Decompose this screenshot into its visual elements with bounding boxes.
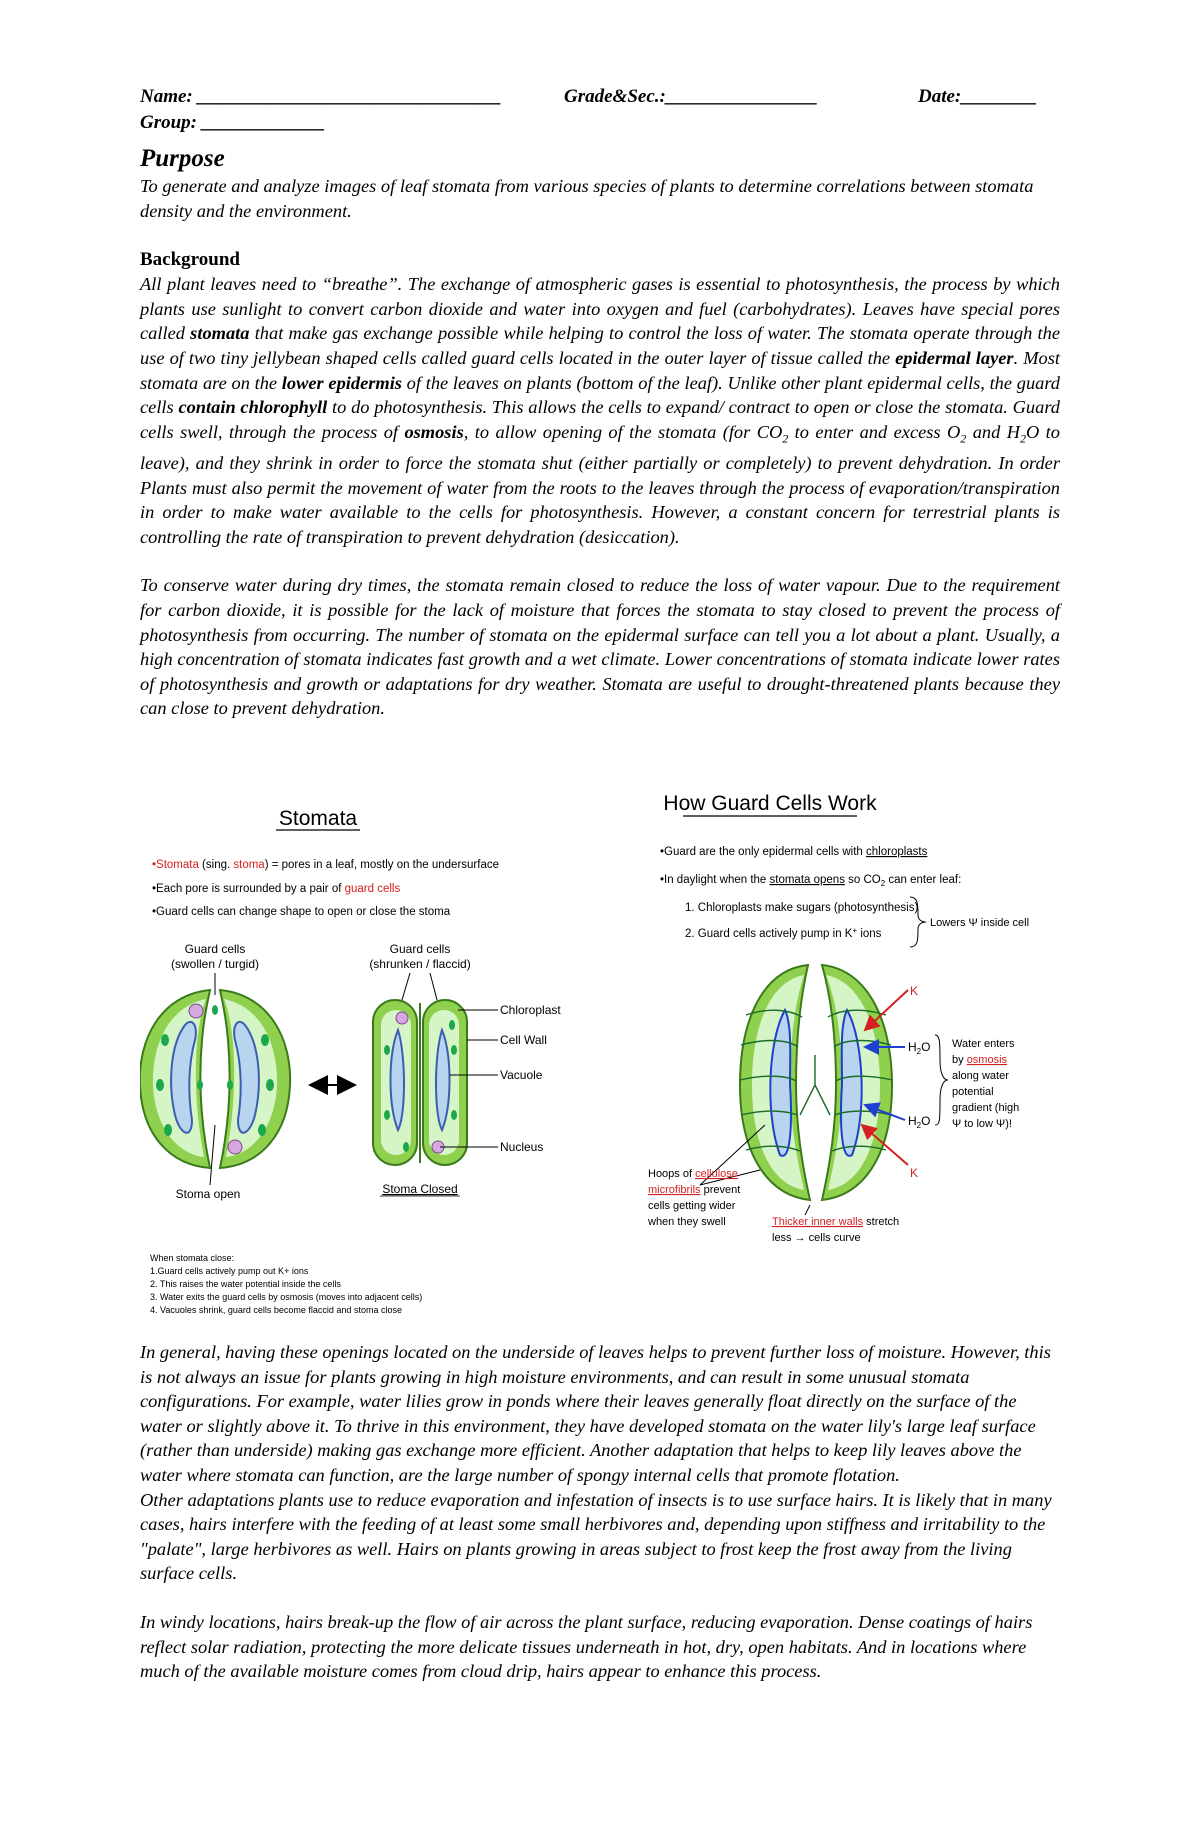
left-figure-title: Stomata [278, 807, 358, 830]
group-field[interactable]: Group: _____________ [140, 112, 326, 133]
stoma-open-drawing [140, 990, 290, 1168]
step-1: 1. Chloroplasts make sugars (photosynthesis) [685, 902, 919, 914]
water-label-3: along water [952, 1070, 1009, 1082]
vacuole-label: Vacuole [500, 1068, 543, 1082]
step-2: 2. Guard cells actively pump in K+ ions [685, 926, 882, 940]
name-field[interactable]: Name: ________________________________ [140, 86, 502, 107]
notes-line-1: 1.Guard cells actively pump out K+ ions [150, 1266, 309, 1276]
stoma-closed-drawing [373, 1000, 467, 1165]
hoops-label-3: cells getting wider [648, 1200, 736, 1212]
h2o-top-label: $H_2O$ [908, 1040, 931, 1056]
closing-paragraph-3: In windy locations, hairs break-up the flow of air across the plant surface, reducing evaporation. Dense coatings of hairs reflect solar radiation, protecting the more delicate tissues underneath in hot, dry, open habitats. And in locations where much of the available moisture comes from cloud drip, hairs appear to enhance this process. [140, 1611, 1033, 1682]
guard-cells-working-drawing [740, 965, 892, 1200]
thicker-walls-label-2: less → cells curve [772, 1232, 861, 1244]
stomata-diagram [140, 785, 1060, 1340]
water-label-5: gradient (high [952, 1102, 1020, 1114]
k-ion-top-label: K [910, 984, 919, 998]
guard-cells-closed-label: Guard cells [389, 942, 451, 956]
closing-paragraph-2: Other adaptations plants use to reduce evaporation and infestation of insects is to use surface hairs. It is likely that in many cases, hairs interfere with the feeding of at least some small herbivores and, depending upon stiffness and irritability to the "palate", large herbivores as well. Hairs on plants growing in areas subject to frost keep the frost away from the living surface cells. [140, 1489, 1052, 1584]
left-bullet-3: •Guard cells can change shape to open or close the stoma [152, 906, 451, 918]
guard-cells-open-label: Guard cells [184, 942, 246, 956]
closing-section [140, 1340, 1060, 1684]
stoma-open-label: Stoma open [175, 1187, 241, 1201]
water-label-1: Water enters [952, 1038, 1015, 1050]
purpose-text: To generate and analyze images of leaf stomata from various species of plants to determine correlations between stomata density and the environment. [140, 176, 1034, 221]
document-page [140, 86, 1060, 721]
chloroplast-label: Chloroplast [500, 1003, 561, 1017]
header-row [140, 86, 1060, 112]
hoops-label-1: Hoops of cellulose [648, 1168, 738, 1180]
water-label-2: by osmosis [952, 1054, 1008, 1066]
left-bullet-2: •Each pore is surrounded by a pair of guard cells [152, 883, 401, 895]
purpose-heading: Purpose [140, 145, 225, 172]
notes-line-2: 2. This raises the water potential inside the cells [150, 1279, 341, 1289]
notes-title: When stomata close: [150, 1253, 235, 1263]
k-ion-bottom-label: K [910, 1166, 919, 1180]
notes-line-3: 3. Water exits the guard cells by osmosis (moves into adjacent cells) [150, 1292, 423, 1302]
header-row-2 [140, 112, 1060, 138]
background-heading: Background [140, 249, 240, 271]
background-paragraph-1: All plant leaves need to “breathe”. The exchange of atmospheric gases is essential to photosynthesis, the process by which plants use sunlight to convert carbon dioxide and water into oxygen and fuel (carbohydrates). Leaves have special pores called stomata that make gas exchange possible while helping to control the loss of water. The stomata operate through the use of two tiny jellybean shaped cells called guard cells located in the outer layer of tissue called the epidermal layer. Most stomata are on the lower epidermis of the leaves on plants (bottom of the leaf). Unlike other plant epidermal cells, the guard cells contain chlorophyll to do photosynthesis. This allows the cells to expand/ contract to open or close the stomata. Guard cells swell, through the process of osmosis, to allow opening of the stomata (for $CO_2$ to enter and excess $O_2$ and $H_2O$ to leave), and they shrink in order to force the stomata shut (either partially or completely) to prevent dehydration. In order Plants must also permit the movement of water from the roots to the leaves through the process of evaporation/transpiration in order to make water available to the cells for photosynthesis. However, a constant concern for terrestrial plants is controlling the rate of transpiration to prevent dehydration (desiccation). [140, 274, 1061, 547]
right-figure-title: How Guard Cells Work [663, 792, 877, 815]
guard-cells-open-sublabel: (swollen / turgid) [170, 957, 260, 971]
guard-cells-closed-sublabel: (shrunken / flaccid) [369, 957, 471, 971]
date-field[interactable]: Date:________ [918, 86, 1038, 107]
cell-wall-label: Cell Wall [500, 1033, 547, 1047]
water-label-6: Ψ to low Ψ)! [952, 1118, 1012, 1130]
hoops-label-4: when they swell [648, 1216, 726, 1228]
stoma-closed-label: Stoma Closed [382, 1182, 458, 1196]
notes-line-4: 4. Vacuoles shrink, guard cells become flaccid and stoma close [150, 1305, 402, 1315]
lowers-psi-label: Lowers Ψ inside cell [930, 917, 1030, 929]
right-bullet-1: •Guard are the only epidermal cells with chloroplasts [660, 846, 928, 858]
grade-section-field[interactable]: Grade&Sec.:________________ [564, 86, 818, 107]
h2o-bottom-label: $H_2O$ [908, 1114, 931, 1130]
thicker-walls-label-1: Thicker inner walls stretch [772, 1216, 900, 1228]
background-paragraph-2: To conserve water during dry times, the stomata remain closed to reduce the loss of water vapour. Due to the requirement for carbon dioxide, it is possible for the lack of moisture that forces the stomata to stay closed to prevent the process of photosynthesis from occurring. The number of stomata on the epidermal surface can tell you a lot about a plant. Usually, a high concentration of stomata indicates fast growth and a wet climate. Lower concentrations of stomata indicate lower rates of photosynthesis and growth or adaptations for dry weather. Stomata are useful to drought-threatened plants because they can close to prevent dehydration. [140, 575, 1060, 719]
left-bullet-1: •Stomata (sing. stoma) = pores in a leaf, mostly on the undersurface [152, 859, 499, 871]
right-bullet-2: •In daylight when the stomata opens so $CO_2$ can enter leaf: [660, 874, 962, 888]
nucleus-label: Nucleus [500, 1140, 544, 1154]
hoops-label-2: microfibrils prevent [648, 1184, 741, 1196]
water-label-4: potential [952, 1086, 994, 1098]
stomata-figures [140, 785, 1060, 1340]
closing-paragraph-1: In general, having these openings located on the underside of leaves helps to prevent further loss of moisture. However, this is not always an issue for plants growing in high moisture environments, and can result in some unusual stomata configurations. For example, water lilies grow in ponds where their leaves generally float directly on the surface of the water or slightly above it. To thrive in this environment, they have developed stomata on the water lily's large leaf surface (rather than underside) making gas exchange more efficient. Another adaptation that helps to keep lily leaves above the water where stomata can function, are the large number of spongy internal cells that promote flotation. [140, 1342, 1051, 1485]
